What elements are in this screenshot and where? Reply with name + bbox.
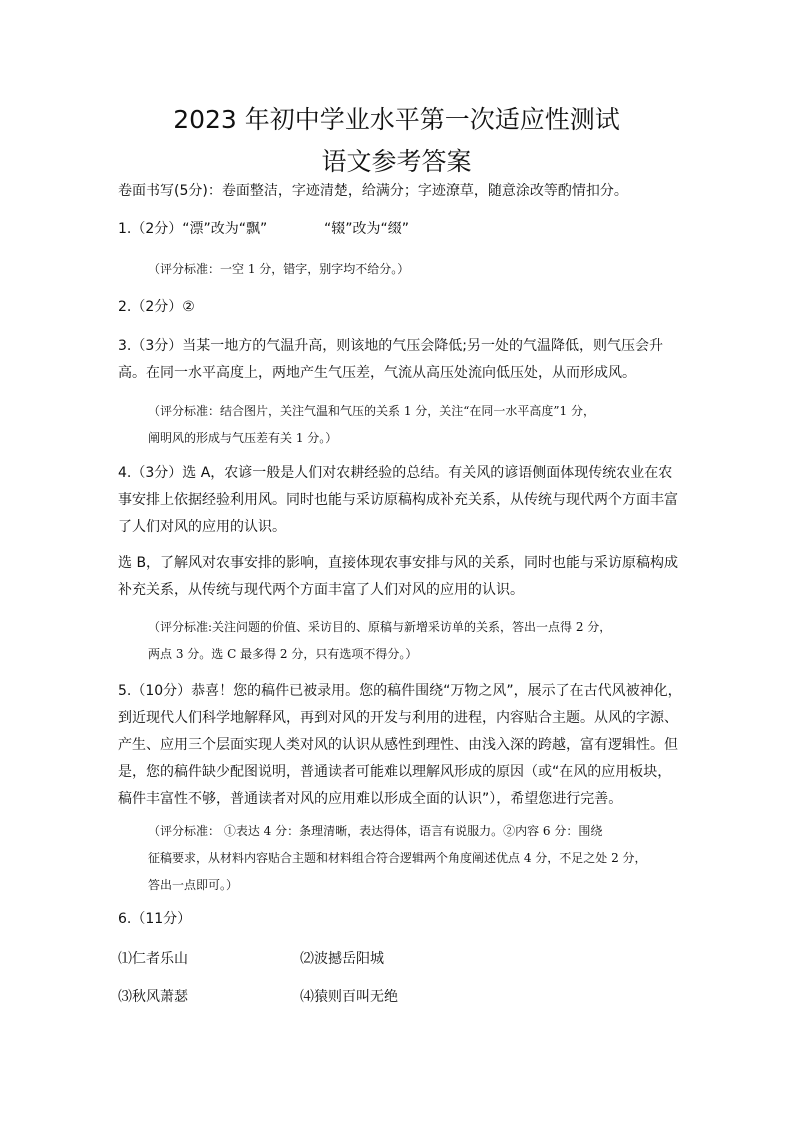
q4-note-line: （评分标准:关注问题的价值、采访目的、原稿与新增采访单的关系，答出一点得 2 分， [148,620,612,634]
q5-line: 产生、应用三个层面实现人类对风的认识从感性到理性、由浅入深的跨越，富有逻辑性。但 [118,737,678,753]
q5-line: 是，您的稿件缺少配图说明，普通读者可能难以理解风形成的原因（或“在风的应用板块， [118,764,672,780]
q1-note: （评分标准：一空 1 分，错字，别字均不给分。） [148,262,410,276]
q4-line: 了人们对风的应用的认识。 [118,519,286,535]
q3-line: 3.（3分）当某一地方的气温升高，则该地的气压会降低;另一处的气温降低，则气压会升 [118,338,663,354]
handwriting-criteria: 卷面书写(5分)：卷面整洁，字迹清楚，给满分；字迹潦草，随意涂改等酌情扣分。 [118,183,628,199]
q4-answer-a [118,460,693,541]
q1-answer [118,216,693,243]
q6-item: ⑶秋风萧瑟 [118,989,188,1005]
q1-answer-b: “辍”改为“缀” [324,221,410,237]
q3-line: 高。在同一水平高度上，两地产生气压差，气流从高压处流向低压处，从而形成风。 [118,365,636,381]
q6-item: ⑴仁者乐山 [118,951,188,967]
q3-answer [118,333,693,387]
q4-note [148,614,688,668]
q5-note-line: 答出一点即可。） [148,878,239,892]
q4-line: 4.（3分）选 A，农谚一般是人们对农耕经验的总结。有关风的谚语侧面体现传统农业在农 [118,465,673,481]
q5-note-line: （评分标准： ①表达 4 分：条理清晰，表达得体，语言有说服力。②内容 6 分：围绕 [148,824,603,838]
q5-line: 5.（10分）恭喜！您的稿件已被录用。您的稿件围绕“万物之风”，展示了在古代风被神化， [118,683,682,699]
q5-answer [118,678,693,813]
q3-note-line: 阐明风的形成与气压差有关 1 分。） [148,431,338,445]
q3-note-line: （评分标准：结合图片，关注气温和气压的关系 1 分，关注“在同一水平高度”1 分， [148,404,595,418]
q4-line: 补充关系，从传统与现代两个方面丰富了人们对风的应用的认识。 [118,582,524,598]
q6-row [118,984,693,1011]
q4-answer-b [118,550,693,604]
q5-note [148,818,688,899]
q2-answer: 2.（2分）② [118,299,195,315]
page-title: 2023 年初中学业水平第一次适应性测试 [173,105,620,134]
q5-note-line: 征稿要求，从材料内容贴合主题和材料组合符合逻辑两个角度阐述优点 4 分，不足之处 2 分， [148,851,647,865]
q5-line: 稿件丰富性不够，普通读者对风的应用难以形成全面的认识”），希望您进行完善。 [118,791,623,807]
q6-row [118,946,693,973]
q4-line: 选 B，了解风对农事安排的影响，直接体现农事安排与风的关系，同时也能与采访原稿构成 [118,555,679,571]
q6-heading: 6.（11分） [118,911,192,927]
q4-note-line: 两点 3 分。选 C 最多得 2 分，只有选项不得分。） [148,647,418,661]
q4-line: 事安排上依据经验利用风。同时也能与采访原稿构成补充关系，从传统与现代两个方面丰富 [118,492,678,508]
q1-answer-a: 1.（2分）“漂”改为“飘” [118,221,268,237]
page-subtitle: 语文参考答案 [321,147,472,176]
q6-item: ⑵波撼岳阳城 [300,951,384,967]
q5-line: 到近现代人们科学地解释风，再到对风的开发与利用的进程，内容贴合主题。从风的字源、 [118,710,678,726]
q6-item: ⑷猿则百叫无绝 [300,989,398,1005]
q3-note [148,398,688,452]
